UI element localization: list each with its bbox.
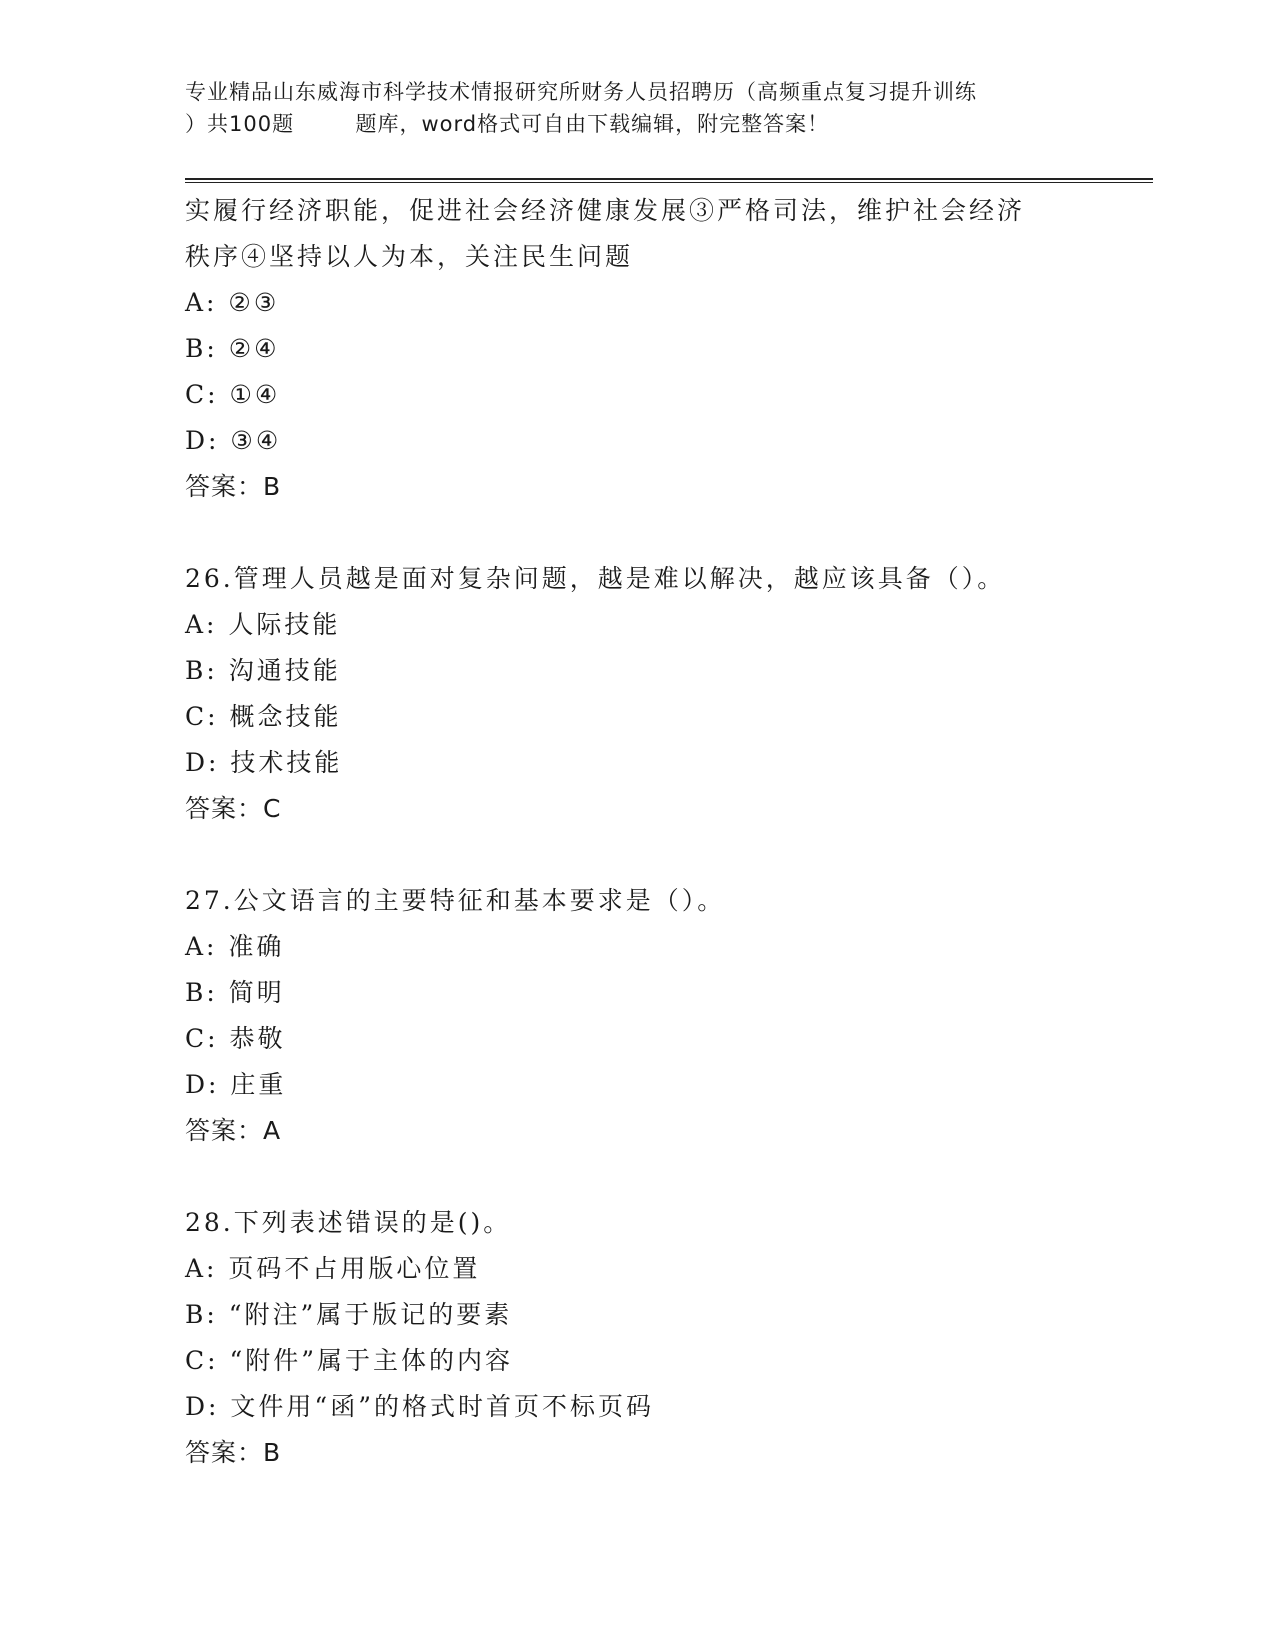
option-c: C: 恭敬 xyxy=(185,1024,286,1053)
option-d: D: 技术技能 xyxy=(185,748,343,777)
question-continuation xyxy=(185,188,1135,510)
option-d: D: ③④ xyxy=(185,426,282,455)
answer-line: 答案：B xyxy=(185,1438,282,1467)
question-stem: 实履行经济职能，促进社会经济健康发展③严格司法，维护社会经济 xyxy=(185,196,1026,225)
question-26 xyxy=(185,556,1135,832)
option-b: B: “附注”属于版记的要素 xyxy=(185,1300,513,1329)
header-line-2: ）共100题 题库，word格式可自由下载编辑，附完整答案！ xyxy=(185,112,830,136)
question-27 xyxy=(185,878,1135,1154)
option-c: C: ①④ xyxy=(185,380,281,409)
question-28 xyxy=(185,1200,1135,1476)
option-b: B: 简明 xyxy=(185,978,285,1007)
answer-line: 答案：B xyxy=(185,472,282,501)
option-b: B: ②④ xyxy=(185,334,280,363)
option-a: A: ②③ xyxy=(185,288,280,317)
answer-line: 答案：A xyxy=(185,1116,282,1145)
spacer xyxy=(185,510,1135,556)
option-c: C: “附件”属于主体的内容 xyxy=(185,1346,514,1375)
question-list xyxy=(185,188,1135,1476)
option-b: B: 沟通技能 xyxy=(185,656,341,685)
question-stem: 秩序④坚持以人为本，关注民生问题 xyxy=(185,242,634,271)
option-a: A: 人际技能 xyxy=(185,610,341,639)
question-stem: 27.公文语言的主要特征和基本要求是（）。 xyxy=(185,886,726,915)
option-c: C: 概念技能 xyxy=(185,702,342,731)
header-line-1: 专业精品山东威海市科学技术情报研究所财务人员招聘历（高频重点复习提升训练 xyxy=(185,80,977,104)
header-rule-thick xyxy=(185,178,1153,180)
option-d: D: 文件用“函”的格式时首页不标页码 xyxy=(185,1392,654,1421)
question-stem: 26.管理人员越是面对复杂问题，越是难以解决，越应该具备（）。 xyxy=(185,564,1006,593)
spacer xyxy=(185,832,1135,878)
option-a: A: 页码不占用版心位置 xyxy=(185,1254,481,1283)
option-a: A: 准确 xyxy=(185,932,285,961)
document-header xyxy=(185,76,1085,140)
option-d: D: 庄重 xyxy=(185,1070,287,1099)
spacer xyxy=(185,1154,1135,1200)
header-rule-thin xyxy=(185,182,1153,183)
question-stem: 28.下列表述错误的是()。 xyxy=(185,1208,512,1237)
answer-line: 答案：C xyxy=(185,794,282,823)
